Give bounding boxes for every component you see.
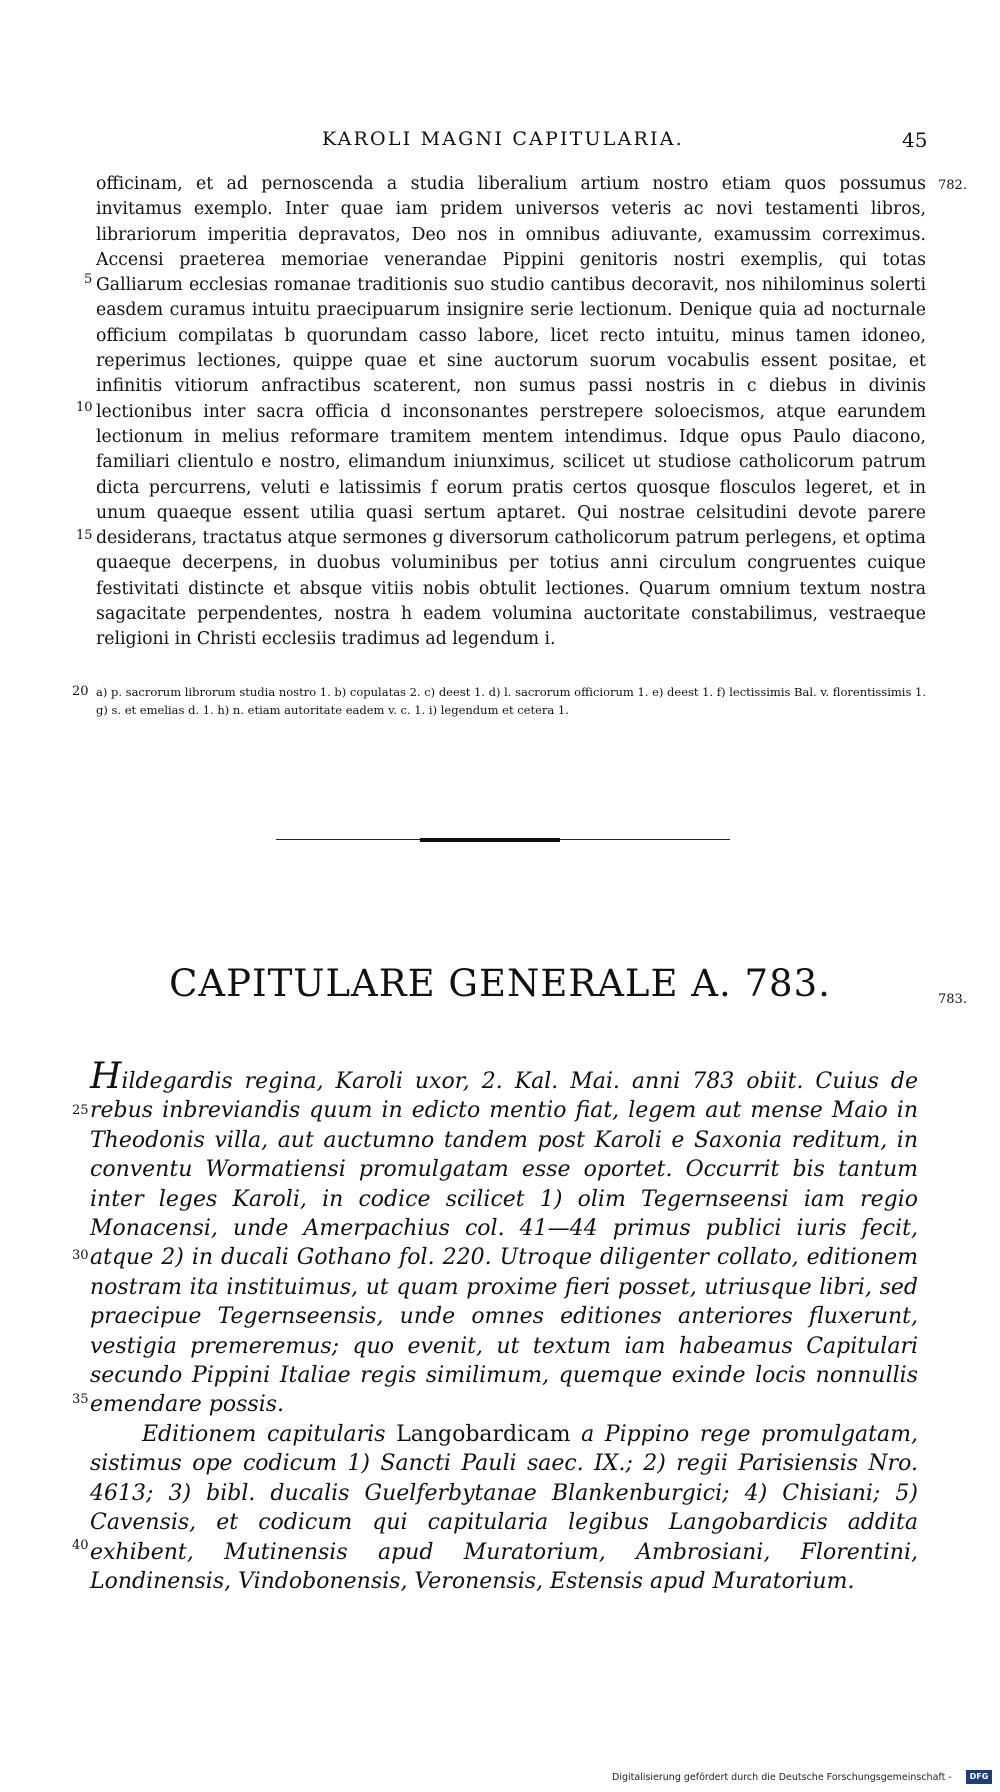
introduction	[90, 1056, 918, 1596]
line-number: 25	[72, 1103, 89, 1118]
intro-paragraph-2-start: Editionem capitularis	[142, 1421, 397, 1447]
line-number: 10	[76, 400, 93, 415]
drop-cap: H	[90, 1056, 122, 1097]
intro-paragraph	[90, 1056, 918, 1420]
margin-year: 782.	[938, 178, 967, 193]
intro-paragraph-2-rest: a Pippino rege promulgatam, sistimus ope codicum 1) Sancti Pauli saec. IX.; 2) regii Parisiensis Nro. 4613; 3) bibl. ducalis Guelferbytanae Blankenburgici; 4) Chisiani; 5) Cavensis, et codicum qui capitularia legibus Langobardicis addita exhibent, Mutinensis apud Muratorium, Ambrosiani, Florentini, Londinensis, Vindobonensis, Veronensis, Estensis apud Muratorium.	[90, 1421, 918, 1594]
intro-paragraph-2-upright: Langobardicam	[396, 1421, 571, 1447]
footnote-text: a) p. sacrorum librorum studia nostro 1. b) copulatas 2. c) deest 1. d) l. sacrorum officiorum 1. e) deest 1. f) lectissimis Bal. v. florentissimis 1. g) s. et emelias d. 1. h) n. etiam autoritate eadem v. c. 1. i) legendum et cetera 1.	[96, 685, 926, 717]
body-text	[96, 172, 926, 653]
margin-year: 783.	[938, 992, 967, 1007]
page-number: 45	[902, 128, 928, 152]
intro-paragraph-1-text: ildegardis regina, Karoli uxor, 2. Kal. Mai. anni 783 obiit. Cuius de rebus inbreviandis quum in edicto mentio fiat, legem aut mense Maio in Theodonis villa, aut auctumno tandem post Karoli e Saxonia reditum, in conventu Wormatiensi promulgatam esse oportet. Occurrit bis tantum inter leges Karoli, in codice scilicet 1) olim Tegernseensi iam regio Monacensi, unde Amerpachius col. 41—44 primus publici iuris fecit, atque 2) in ducali Gothano fol. 220. Utroque diligenter collato, editionem nostram ita instituimus, ut quam proxime fieri posset, utriusque libri, sed praecipue Tegernseensis, unde omnes editiones anteriores fluxerunt, vestigia premeremus; quo evenit, ut textum iam habeamus Capitulari secundo Pippini Italiae regis similimum, quemque exinde locis nonnullis emendare possis.	[90, 1069, 918, 1418]
line-number: 20	[72, 684, 89, 699]
footnotes	[96, 683, 926, 719]
running-head	[0, 128, 1000, 158]
intro-paragraph	[90, 1420, 918, 1596]
section-title: CAPITULARE GENERALE A. 783.	[169, 962, 831, 1005]
line-number: 15	[76, 528, 93, 543]
dfg-logo: DFG	[966, 1770, 992, 1784]
running-title: KAROLI MAGNI CAPITULARIA.	[322, 128, 684, 150]
line-number: 5	[84, 272, 93, 287]
section-divider-center	[420, 838, 560, 842]
line-number: 40	[72, 1538, 89, 1553]
digitization-credit: Digitalisierung gefördert durch die Deutsche Forschungsgemeinschaft -	[612, 1772, 952, 1783]
line-number: 30	[72, 1248, 89, 1263]
line-number: 35	[72, 1392, 89, 1407]
body-paragraph: officinam, et ad pernoscenda a studia liberalium artium nostro etiam quos possumus invitamus exemplo. Inter quae iam pridem universos veteris ac novi testamenti libros, librariorum imperitia depravatos, Deo nos in omnibus adiuvante, examussim correximus. Accensi praeterea memoriae venerandae Pippini genitoris nostri exemplis, qui totas Galliarum ecclesias romanae traditionis suo studio cantibus decoravit, nos nihilominus solerti easdem curamus intuitu praecipuarum insignire serie lectionum. Denique quia ad nocturnale officium compilatas b quorundam casso labore, licet recto intuitu, minus tamen idoneo, reperimus lectiones, quippe quae et sine auctorum suorum vocabulis essent positae, et infinitis vitiorum anfractibus scaterent, non sumus passi nostris in c diebus in divinis lectionibus inter sacra officia d inconsonantes perstrepere soloecismos, atque earundem lectionum in melius reformare tramitem mentem intendimus. Idque opus Paulo diacono, familiari clientulo e nostro, elimandum iniunximus, scilicet ut studiose catholicorum patrum dicta percurrens, veluti e latissimis f eorum pratis certos quosque flosculos legeret, et in unum quaeque essent utilia quasi sertum aptaret. Qui nostrae celsitudini devote parere desiderans, tractatus atque sermones g diversorum catholicorum patrum perlegens, et optima quaeque decerpens, in duobus voluminibus per totius anni circulum congruentes cuique festivitati distincte et absque vitiis nobis obtulit lectiones. Quarum omnium textum nostra sagacitate perpendentes, nostra h eadem volumina auctoritate constabilimus, vestraeque religioni in Christi ecclesiis tradimus ad legendum i.	[96, 174, 926, 650]
